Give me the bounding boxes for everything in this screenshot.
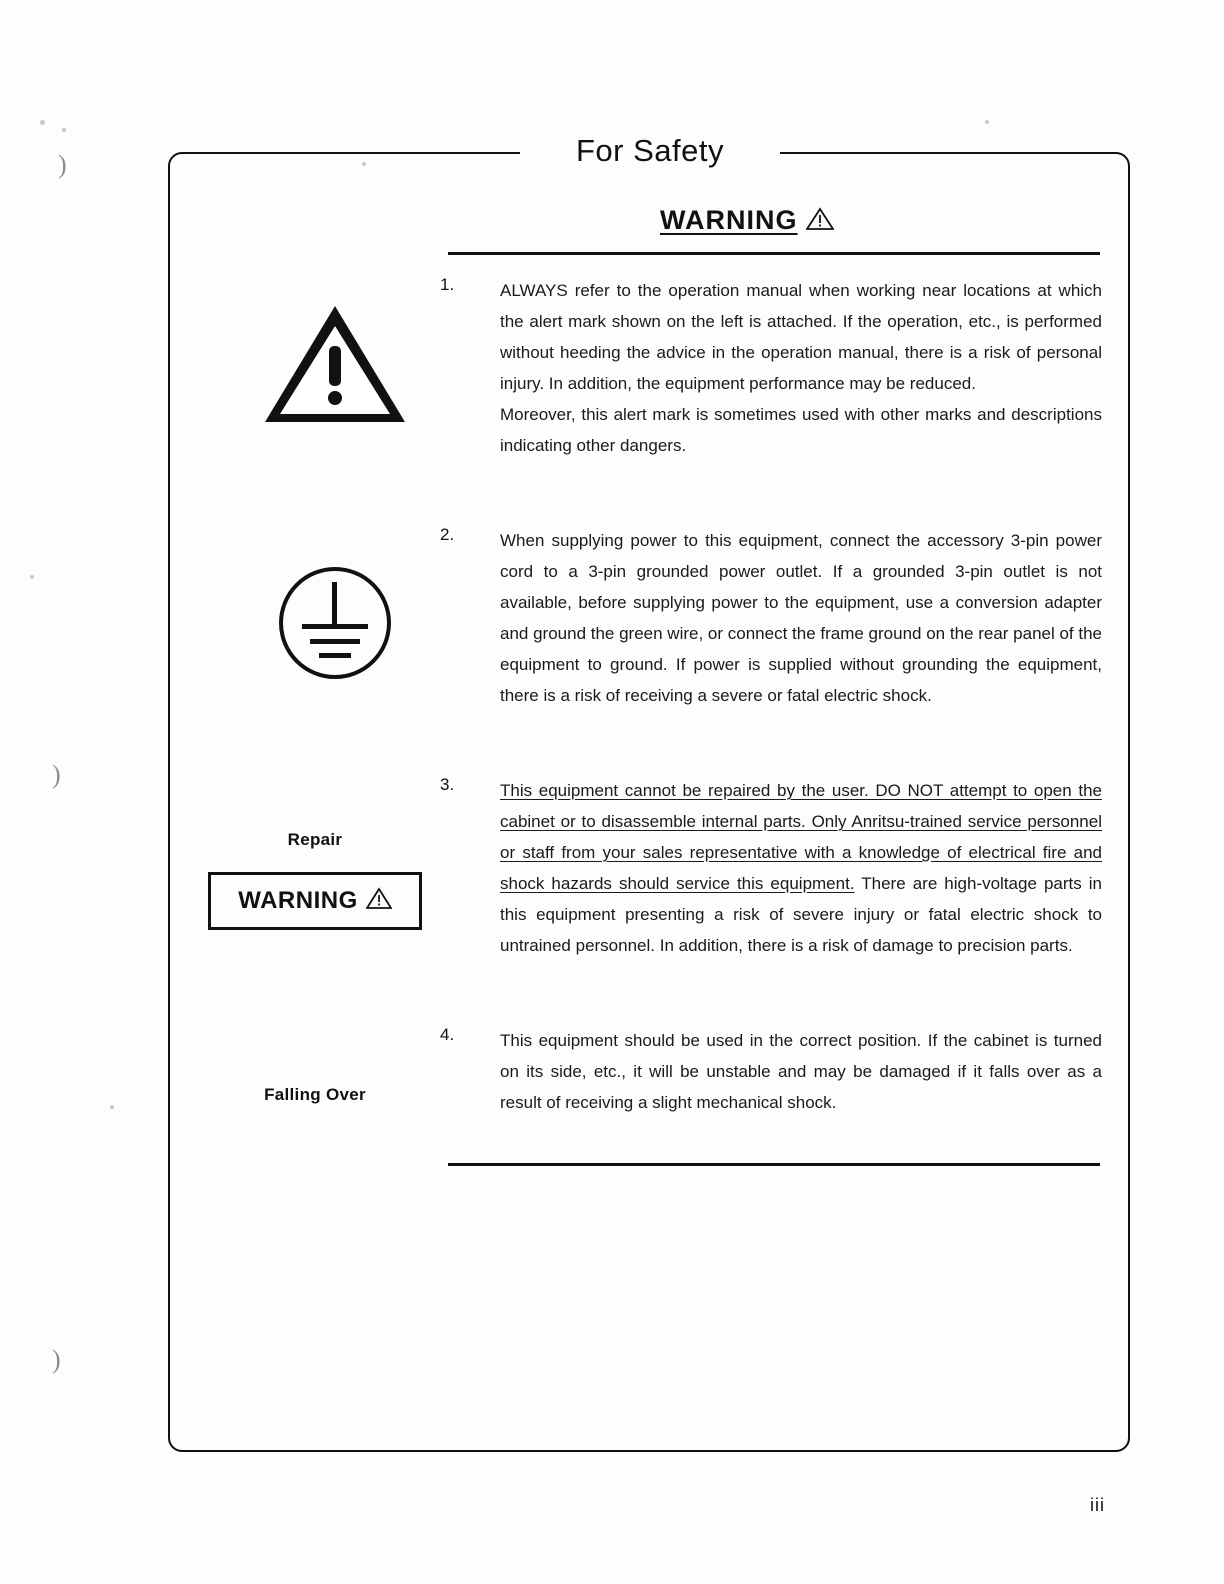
falling-over-mark: [190, 1085, 440, 1105]
warning-item-3: [440, 775, 1102, 961]
item-paragraph: There are high-voltage parts in this equipment presenting a risk of severe injury or fatal electric shock to untrained personnel. In addition, there is a risk of damage to precision parts.: [500, 874, 1103, 955]
item-paragraph: Moreover, this alert mark is sometimes used with other marks and descriptions indicating other dangers.: [500, 405, 1102, 455]
page-number: iii: [1090, 1495, 1105, 1515]
scan-artifact: ): [58, 150, 67, 179]
item-body: [500, 525, 1102, 711]
item-body: [500, 775, 1102, 961]
warning-item-4: [440, 1025, 1102, 1118]
warning-triangle-icon: [806, 207, 834, 238]
protective-earth-ground-icon: [272, 560, 398, 686]
item-body: [500, 1025, 1102, 1118]
scan-speck: [110, 1105, 114, 1109]
item-paragraph: This equipment should be used in the correct position. If the cabinet is turned on its side, etc., it will be unstable and may be damaged if it falls over as a result of receiving a slight mechanical shock.: [500, 1031, 1102, 1112]
heading-divider-top: [448, 252, 1100, 255]
warning-item-2: [440, 525, 1102, 711]
item-paragraph-underlined: This equipment cannot be repaired by the user. DO NOT attempt to open the cabinet or to disassemble internal parts. Only Anritsu-trained service personnel or staff from your sales representative with a knowledge of electrical fire and shock hazards should service this equipment.: [500, 781, 1102, 893]
scan-speck: [30, 575, 34, 579]
alert-mark: [215, 300, 455, 433]
scan-speck: [985, 120, 989, 124]
item-number: 4.: [440, 1025, 455, 1044]
repair-warning-box: [208, 872, 422, 930]
scan-artifact: ): [52, 1345, 61, 1374]
warning-triangle-icon: [260, 300, 410, 428]
warning-heading-text: WARNING: [660, 205, 798, 235]
item-body: [500, 275, 1102, 461]
warning-heading: [660, 205, 834, 238]
ground-mark: [215, 560, 455, 691]
warning-triangle-icon: [366, 887, 392, 915]
scan-artifact: ): [52, 760, 61, 789]
warning-item-1: [440, 275, 1102, 461]
scan-speck: [62, 128, 66, 132]
item-number: 2.: [440, 525, 455, 544]
page-title: For Safety: [576, 133, 724, 168]
falling-over-mark-label: Falling Over: [264, 1085, 366, 1104]
repair-warning-text: WARNING: [238, 887, 358, 914]
item-number: 3.: [440, 775, 455, 794]
heading-divider-bottom: [448, 1163, 1100, 1166]
item-paragraph: When supplying power to this equipment, connect the accessory 3-pin power cord to a 3-pin grounded power outlet. If a grounded 3-pin outlet is not available, before supplying power to the equipment, use a conversion adapter and ground the green wire, or connect the frame ground on the rear panel of the equipment to ground. If power is supplied without grounding the equipment, there is a risk of receiving a severe or fatal electric shock.: [500, 531, 1103, 705]
repair-mark: [190, 830, 440, 930]
repair-mark-label: Repair: [287, 830, 343, 849]
item-paragraph: ALWAYS refer to the operation manual when working near locations at which the alert mark shown on the left is attached. If the operation, etc., is performed without heeding the advice in the operation manual, there is a risk of personal injury. In addition, the equipment performance may be reduced.: [500, 281, 1102, 393]
scan-speck: [40, 120, 45, 125]
item-number: 1.: [440, 275, 455, 294]
